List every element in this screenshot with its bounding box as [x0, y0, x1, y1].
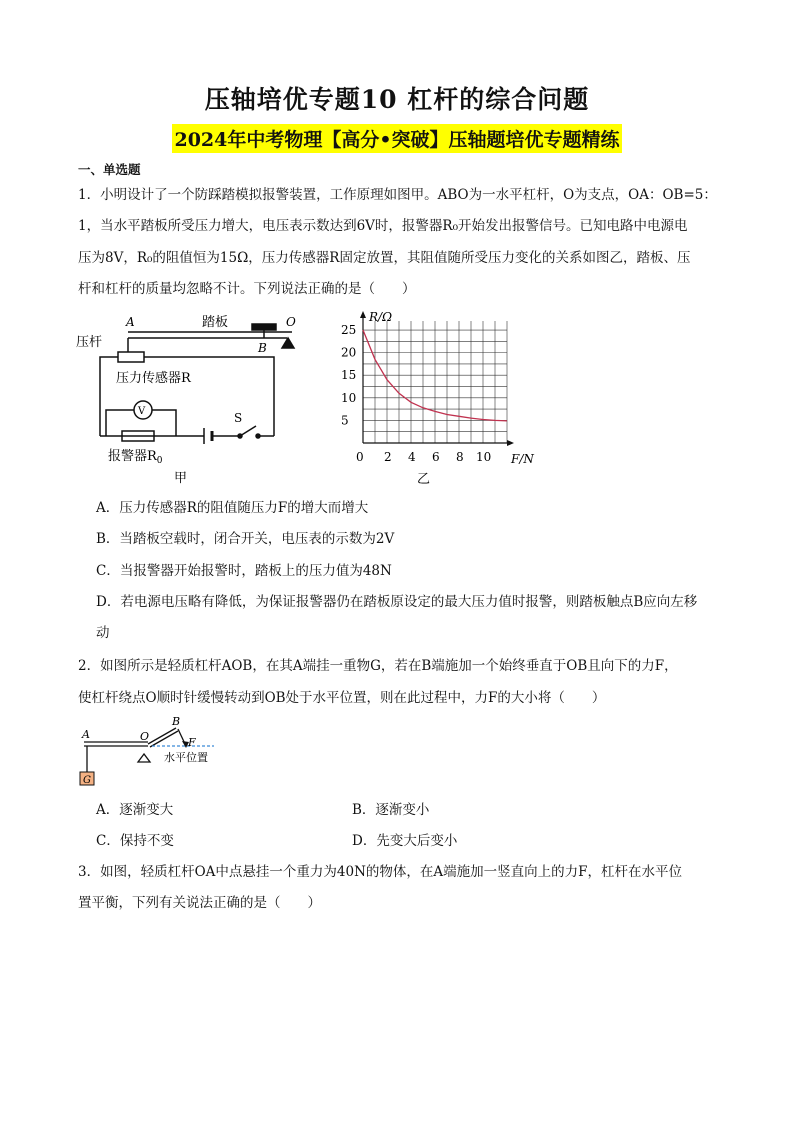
x-axis-label: F/N — [511, 452, 534, 466]
label-sensor: 压力传感器R — [116, 371, 191, 386]
y-tick-label: 20 — [341, 345, 357, 360]
q1-option-b[interactable]: B．当踏板空载时，闭合开关，电压表的示数为2V — [96, 531, 395, 547]
voltmeter-v: V — [138, 406, 146, 417]
chart-grid — [363, 321, 507, 443]
q2-option-d[interactable]: D．先变大后变小 — [352, 833, 458, 849]
figure-jia — [72, 310, 312, 490]
label-a: A — [126, 315, 135, 329]
x-tick-label: 4 — [408, 450, 416, 464]
x-tick-label: 10 — [476, 450, 492, 464]
label-o: O — [140, 730, 150, 743]
x-tick-label: 0 — [356, 450, 364, 464]
q2-option-a[interactable]: A．逐渐变大 — [96, 802, 174, 818]
label-rod: 压杆 — [76, 335, 103, 350]
y-tick-label: 15 — [341, 368, 357, 383]
pressure-sensor — [118, 352, 144, 362]
fulcrum — [282, 338, 294, 348]
fulcrum — [138, 754, 150, 762]
label-g: G — [83, 775, 91, 786]
label-horizontal: 水平位置 — [164, 751, 208, 764]
q1-option-d-cont: 动 — [96, 625, 110, 641]
figure-q2 — [74, 714, 244, 794]
section-heading: 一、单选题 — [78, 162, 141, 177]
label-a: A — [82, 728, 90, 741]
q1-line-3: 压为8V，R₀的阻值恒为15Ω，压力传感器R固定放置，其阻值随所受压力变化的关系如图乙，踏板、压 — [78, 250, 691, 266]
y-tick-label: 25 — [341, 323, 357, 338]
caption-yi: 乙 — [417, 472, 431, 487]
lever-ob — [148, 728, 176, 744]
q2-option-c[interactable]: C．保持不变 — [96, 833, 174, 849]
y-axis-label: R/Ω — [369, 310, 393, 324]
label-switch: S — [234, 411, 243, 425]
label-alarm: 报警器$R_0$ — [108, 449, 163, 466]
label-o: O — [286, 315, 296, 329]
q2-option-b[interactable]: B．逐渐变小 — [352, 802, 430, 818]
y-tick-label: 5 — [341, 413, 349, 428]
q1-line-2: 1，当水平踏板所受压力增大，电压表示数达到6V时，报警器R₀开始发出报警信号。已知电路中电源电 — [78, 218, 688, 234]
q1-option-c[interactable]: C．当报警器开始报警时，踏板上的压力值为48N — [96, 563, 392, 579]
subtitle-wrap — [0, 124, 794, 153]
x-tick-label: 2 — [384, 450, 392, 464]
pedal — [252, 324, 276, 330]
q2-line-1: 2．如图所示是轻质杠杆AOB，在其A端挂一重物G，若在B端施加一个始终垂直于OB且向下的力F， — [78, 658, 678, 674]
q1-line-4: 杆和杠杆的质量均忽略不计。下列说法正确的是（ ） — [78, 281, 416, 297]
page-subtitle: 2024年中考物理【高分•突破】压轴题培优专题精练 — [172, 124, 621, 153]
q1-option-a[interactable]: A．压力传感器R的阻值随压力F的增大而增大 — [96, 500, 369, 516]
x-tick-label: 8 — [456, 450, 464, 464]
caption-jia: 甲 — [174, 471, 188, 486]
label-f: F — [188, 736, 196, 749]
y-tick-label: 10 — [341, 390, 357, 405]
figure-yi-chart — [335, 305, 545, 490]
label-pedal: 踏板 — [202, 315, 229, 330]
q1-line-1: 1．小明设计了一个防踩踏模拟报警装置，工作原理如图甲。ABO为一水平杠杆，O为支点，OA：OB=5： — [78, 187, 717, 203]
q1-option-d[interactable]: D．若电源电压略有降低，为保证报警器仍在踏板原设定的最大压力值时报警，则踏板触点B应向左移 — [96, 594, 698, 610]
q2-line-2: 使杠杆绕点O顺时针缓慢转动到OB处于水平位置，则在此过程中，力F的大小将（ ） — [78, 690, 606, 706]
x-tick-label: 6 — [432, 450, 440, 464]
page-title: 压轴培优专题10 杠杆的综合问题 — [204, 85, 590, 114]
label-b: B — [172, 715, 181, 728]
q3-line-2: 置平衡，下列有关说法正确的是（ ） — [78, 895, 321, 911]
q3-line-1: 3．如图，轻质杠杆OA中点悬挂一个重力为40N的物体，在A端施加一竖直向上的力F，杠杆在水平位 — [78, 864, 683, 880]
label-b: B — [258, 341, 267, 355]
